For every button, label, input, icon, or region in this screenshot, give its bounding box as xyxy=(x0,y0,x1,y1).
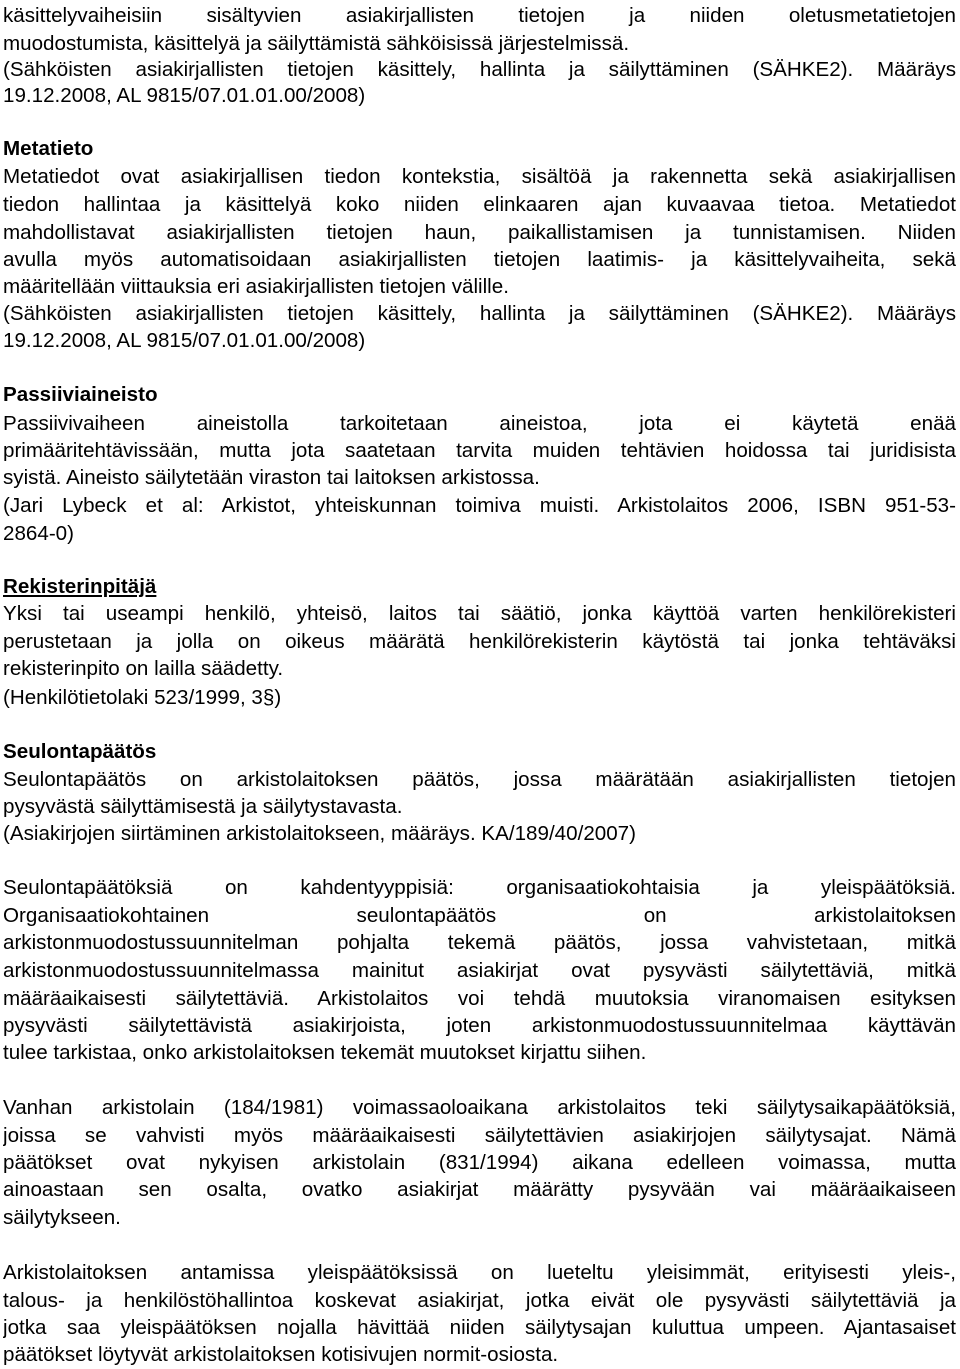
paragraph-line: Arkistolaitoksen antamissa yleispäätöksissä on lueteltu yleisimmät, erityisesti yleis-, xyxy=(3,1261,956,1284)
citation-line: 2864-0) xyxy=(3,522,74,545)
paragraph-line: ainoastaan sen osalta, ovatko asiakirjat määrätty pysyvään vai määräaikaiseen xyxy=(3,1178,956,1201)
term-heading-rekisterinpitaja: Rekisterinpitäjä xyxy=(3,575,157,598)
paragraph-line: Vanhan arkistolain (184/1981) voimassaoloaikana arkistolaitos teki säilytysaikapäätöksiä, xyxy=(3,1096,956,1119)
paragraph-line: määritellään viittauksia eri asiakirjallisten tietojen välille. xyxy=(3,275,509,298)
paragraph-line: pysyvästä säilyttämisestä ja säilytystavasta. xyxy=(3,795,403,818)
paragraph-line: Yksi tai useampi henkilö, yhteisö, laitos tai säätiö, jonka käyttöä varten henkilörekisteri xyxy=(3,602,956,625)
paragraph-line: Organisaatiokohtainen seulontapäätös on arkistolaitoksen xyxy=(3,904,956,927)
citation-line: (Henkilötietolaki 523/1999, 3§) xyxy=(3,686,282,709)
paragraph-line: avulla myös automatisoidaan asiakirjallisten tietojen laatimis- ja käsittelyvaiheita, sekä xyxy=(3,248,956,271)
term-heading-passiiviaineisto: Passiiviaineisto xyxy=(3,383,158,406)
paragraph-line: pysyvästi säilytettävistä asiakirjoista, joten arkistonmuodostussuunnitelmaa käyttävän xyxy=(3,1014,956,1037)
paragraph-line: Metatiedot ovat asiakirjallisen tiedon kontekstia, sisältöä ja rakennetta sekä asiakirjallisen xyxy=(3,165,956,188)
citation-line: (Sähköisten asiakirjallisten tietojen käsittely, hallinta ja säilyttäminen (SÄHKE2). Määräys xyxy=(3,302,956,325)
citation-line: (Sähköisten asiakirjallisten tietojen käsittely, hallinta ja säilyttäminen (SÄHKE2). Määräys xyxy=(3,58,956,81)
paragraph-line: primääritehtävissään, mutta jota saatetaan tarvita muiden tehtävien hoidossa tai juridisista xyxy=(3,439,956,462)
paragraph-line: Seulontapäätös on arkistolaitoksen päätös, jossa määrätään asiakirjallisten tietojen xyxy=(3,768,956,791)
paragraph-line: tulee tarkistaa, onko arkistolaitoksen tekemät muutokset kirjattu siihen. xyxy=(3,1041,647,1064)
paragraph-line: mahdollistavat asiakirjallisten tietojen haun, paikallistamisen ja tunnistamisen. Niiden xyxy=(3,221,956,244)
term-heading-metatieto: Metatieto xyxy=(3,137,94,160)
paragraph-line: päätökset löytyvät arkistolaitoksen kotisivujen normit-osiosta. xyxy=(3,1343,559,1366)
paragraph-line: Seulontapäätöksiä on kahdentyyppisiä: organisaatiokohtaisia ja yleispäätöksiä. xyxy=(3,876,956,899)
paragraph-line: päätökset ovat nykyisen arkistolain (831/1994) aikana edelleen voimassa, mutta xyxy=(3,1151,956,1174)
paragraph-line: talous- ja henkilöstöhallintoa koskevat asiakirjat, jotka eivät ole pysyvästi säilytettäviä ja xyxy=(3,1289,956,1312)
paragraph-line: syistä. Aineisto säilytetään viraston tai laitoksen arkistossa. xyxy=(3,466,540,489)
paragraph-line: säilytykseen. xyxy=(3,1206,121,1229)
citation-line: 19.12.2008, AL 9815/07.01.01.00/2008) xyxy=(3,329,366,352)
paragraph-line: käsittelyvaiheisiin sisältyvien asiakirjallisten tietojen ja niiden oletusmetatietojen xyxy=(3,4,956,27)
paragraph-line: perustetaan ja jolla on oikeus määrätä henkilörekisterin käytöstä tai jonka tehtäväksi xyxy=(3,630,956,653)
paragraph-line: joissa se vahvisti myös määräaikaisesti säilytettävien asiakirjojen säilytysajat. Nämä xyxy=(3,1124,956,1147)
paragraph-line: rekisterinpito on lailla säädetty. xyxy=(3,657,284,680)
paragraph-line: tiedon hallintaa ja käsittelyä koko niiden elinkaaren ajan kuvaavaa tietoa. Metatiedot xyxy=(3,193,956,216)
paragraph-line: määräaikaisesti säilytettäviä. Arkistolaitos voi tehdä muutoksia viranomaisen esityksen xyxy=(3,987,956,1010)
term-heading-seulontapaatos: Seulontapäätös xyxy=(3,740,157,763)
citation-line: (Asiakirjojen siirtäminen arkistolaitokseen, määräys. KA/189/40/2007) xyxy=(3,822,636,845)
paragraph-line: arkistonmuodostussuunnitelman pohjalta tekemä päätös, jossa vahvistetaan, mitkä xyxy=(3,931,956,954)
paragraph-line: Passiivivaiheen aineistolla tarkoitetaan aineistoa, jota ei käytetä enää xyxy=(3,412,956,435)
citation-line: 19.12.2008, AL 9815/07.01.01.00/2008) xyxy=(3,84,366,107)
citation-line: (Jari Lybeck et al: Arkistot, yhteiskunnan toimiva muisti. Arkistolaitos 2006, ISBN 951-53- xyxy=(3,494,956,517)
paragraph-line: muodostumista, käsittelyä ja säilyttämistä sähköisissä järjestelmissä. xyxy=(3,32,630,55)
paragraph-line: jotka saa yleispäätöksen nojalla hävittää niiden säilytysajan kuluttua umpeen. Ajantasaiset xyxy=(3,1316,956,1339)
paragraph-line: arkistonmuodostussuunnitelmassa mainitut asiakirjat ovat pysyvästi säilytettäviä, mitkä xyxy=(3,959,956,982)
